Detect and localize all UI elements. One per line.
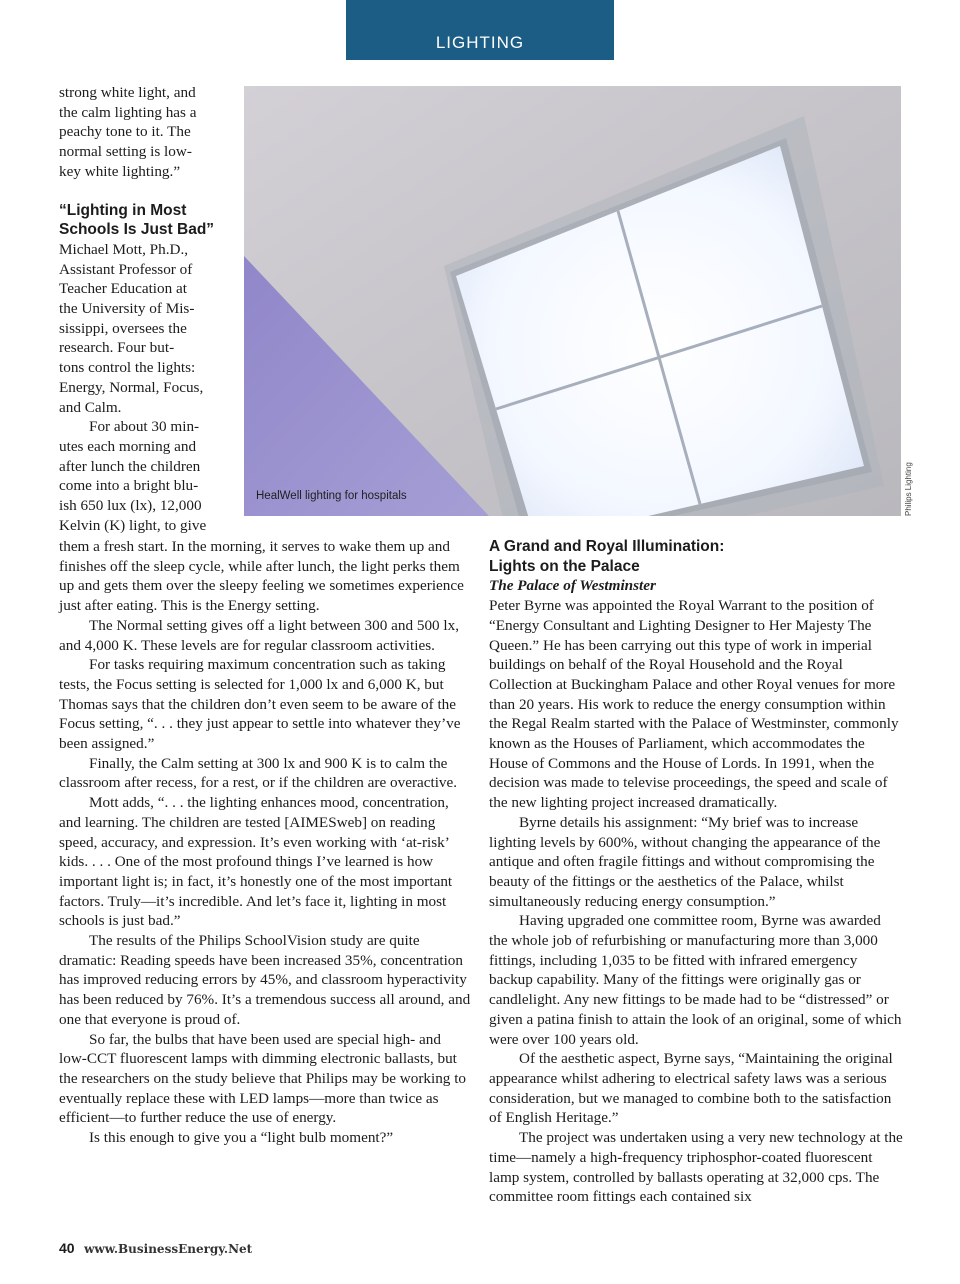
photo-caption: HealWell lighting for hospitals <box>256 490 407 502</box>
section-heading-schools: “Lighting in Most <box>59 201 187 219</box>
intro-line: the calm lighting has a <box>59 103 197 121</box>
body-paragraph: Is this enough to give you a “light bulb moment?” <box>89 1129 394 1147</box>
body-paragraph: The results of the Philips SchoolVision study are quite dramatic: Reading speeds have been increased 35%, concentration has improved reducing errors by 45%, and classroom hyperactivity has been reduced by 76%. It’s a tremendous success all around, and one that everyone is proud of. <box>59 932 471 1028</box>
intro-line: normal setting is low- <box>59 143 192 161</box>
left-narrow-column <box>59 83 234 535</box>
photo-credit: Philips Lighting <box>904 462 913 516</box>
body-line: and Calm. <box>59 398 122 416</box>
body-paragraph: Peter Byrne was appointed the Royal Warrant to the position of “Energy Consultant and Lighting Designer to Her Majesty The Queen.” He has been carrying out this type of work in imperial buildings on behalf of the Royal Household and the Royal Collection at Buckingham Palace and other Royal venues for more than 20 years. His work to reduce the energy consumption within the Regal Realm started with the Palace of Westminster, commonly known as the Houses of Parliament, which accommodates the House of Commons and the House of Lords. In 1991, when the decision was made to televise proceedings, the speed and scale of the new lighting project increased dramatically. <box>489 597 899 812</box>
body-paragraph: So far, the bulbs that have been used are special high- and low-CCT fluorescent lamps with dimming electronic ballasts, but the researchers on the study believe that Philips may be working to eventually replace these with LED lamps—more than twice as efficient—to further reduce the use of energy. <box>59 1030 467 1127</box>
body-line: Teacher Education at <box>59 280 187 298</box>
body-paragraph: Having upgraded one committee room, Byrne was awarded the whole job of refurbishing or manufacturing more than 3,000 fittings, including 1,035 to be fitted with infrared emergency backup capability. Many of the fittings were originally gas or candlelight. Any new fittings to be made had to be “distressed” or given a patina finish to attain the look of an original, some of which were over 100 years old. <box>489 912 902 1048</box>
intro-line: peachy tone to it. The <box>59 123 191 141</box>
intro-line: key white lighting.” <box>59 162 181 180</box>
body-line: For about 30 min- <box>89 418 200 436</box>
section-heading-palace: A Grand and Royal Illumination: <box>489 538 725 555</box>
left-column <box>59 537 471 1148</box>
body-line: come into a bright blu- <box>59 477 199 495</box>
body-line: utes each morning and <box>59 437 197 455</box>
footer-url[interactable]: www.BusinessEnergy.Net <box>84 1242 253 1256</box>
page-number: 40 <box>59 1240 75 1256</box>
section-subhead: The Palace of Westminster <box>489 577 656 595</box>
body-paragraph: Finally, the Calm setting at 300 lx and 900 K is to calm the classroom after recess, for a rest, or if the children are overactive. <box>59 754 458 792</box>
body-line: ish 650 lux (lx), 12,000 <box>59 497 202 515</box>
body-line: the University of Mis- <box>59 300 195 318</box>
body-line: sissippi, oversees the <box>59 319 187 337</box>
page-footer <box>59 1240 252 1256</box>
body-line: tons control the lights: <box>59 359 196 377</box>
section-title: LIGHTING <box>435 33 525 52</box>
body-paragraph: them a fresh start. In the morning, it serves to wake them up and finishes off the sleep cycle, while after lunch, the light perks them up and gets them over the sleepy feeling we sometimes experience just after eating. This is the Energy setting. <box>59 538 464 615</box>
body-line: research. Four but- <box>59 339 175 357</box>
body-paragraph: Mott adds, “. . . the lighting enhances mood, concentration, and learning. The children are tested [AIMESweb] on reading speed, accuracy, and expression. It’s even working with ‘at-risk’ kids. . . . One of the most profound things I’ve learned is how important light is; in fact, it’s honestly one of the most important factors. Truly—it’s incredible. And let’s face it, lighting in most schools is just bad.” <box>59 794 453 930</box>
body-paragraph: Of the aesthetic aspect, Byrne says, “Maintaining the original appearance whilst adhering to electrical safety laws was a serious consideration, but we managed to combine both to the satisfaction of English Heritage.” <box>489 1050 893 1127</box>
body-paragraph: Byrne details his assignment: “My brief was to increase lighting levels by 600%, without changing the appearance of the antique and often fragile fittings and without compromising the beauty of the fittings or the aesthetics of the Palace, whilst simultaneously reducing energy consumption.” <box>489 813 881 910</box>
body-line: Michael Mott, Ph.D., <box>59 240 189 258</box>
body-line: Assistant Professor of <box>59 260 193 278</box>
body-paragraph: The project was undertaken using a very new technology at the time—namely a high-frequency triphosphor-coated fluorescent lamp system, controlled by ballasts operating at 32,000 cps. The committee room fittings each contained six <box>489 1129 903 1206</box>
body-line: Energy, Normal, Focus, <box>59 378 204 396</box>
intro-line: strong white light, and <box>59 84 196 101</box>
section-heading-palace: Lights on the Palace <box>489 557 640 575</box>
body-line: Kelvin (K) light, to give <box>59 516 207 534</box>
section-heading-schools: Schools Is Just Bad” <box>59 221 215 239</box>
section-header-tab <box>346 0 614 60</box>
right-column <box>489 537 903 1207</box>
body-paragraph: The Normal setting gives off a light between 300 and 500 lx, and 4,000 K. These levels are for regular classroom activities. <box>59 616 460 654</box>
body-paragraph: For tasks requiring maximum concentration such as taking tests, the Focus setting is selected for 1,000 lx and 6,000 K, but Thomas says that the children don’t even seem to be aware of the Focus setting, “. . . they just appear to settle into whatever they’ve been assigned.” <box>59 656 461 753</box>
ceiling-light-photo <box>244 86 901 516</box>
body-line: after lunch the children <box>59 457 201 475</box>
